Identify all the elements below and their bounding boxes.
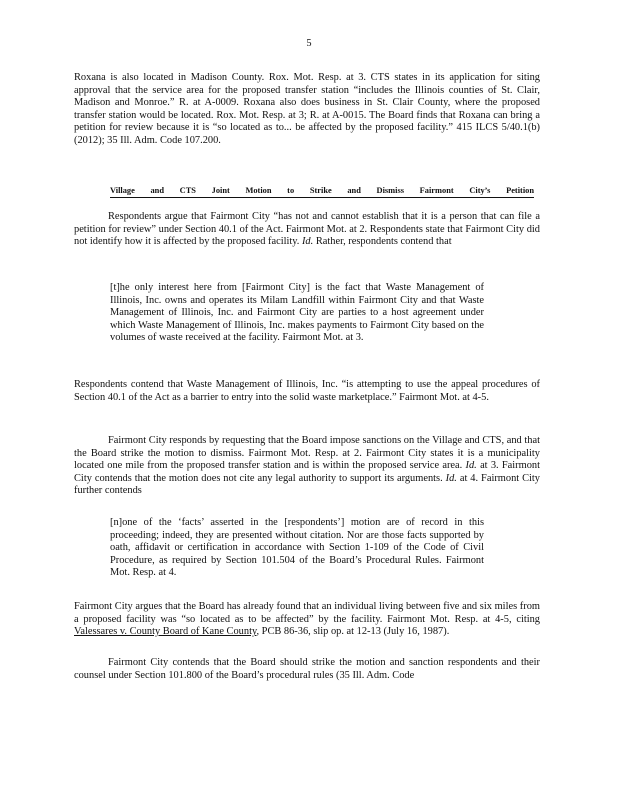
block-quote-interest: [t]he only interest here from [Fairmont City] is the fact that Waste Management of Illinois, Inc. owns and operates its Milam Landfill within Fairmont City and that Waste Management of Illinois, Inc. and Fairmont City are parties to a host agreement under which Waste Management of Illinois, Inc. makes payments to Fairmont City based on the volumes of waste received at the facility. Fairmont Mot. at 3. — [110, 282, 484, 343]
paragraph-fairmont-argues — [74, 601, 540, 639]
paragraph-text: at 4. Fairmont City further contends — [74, 472, 541, 496]
paragraph-respondents-argue — [74, 211, 540, 249]
paragraph-respondents-contend: Respondents contend that Waste Management of Illinois, Inc. “is attempting to use the appeal procedures of Section 40.1 of the Act as a barrier to entry into the solid waste marketplace.” Fairmont Mot. at 4-5. — [74, 379, 540, 403]
case-citation: Valessares v. County Board of Kane County — [74, 626, 257, 637]
citation-id: Id. — [445, 472, 457, 484]
page-number: 5 — [306, 38, 312, 49]
paragraph-text: Fairmont City responds by requesting that the Board impose sanctions on the Village and CTS, and that the Board strike the motion to dismiss. Fairmont Mot. Resp. at 2. Fairmont City states it is a municipality located one mile from the proposed transfer station and is within the proposed service area. — [74, 435, 540, 471]
paragraph-roxana: Roxana is also located in Madison County. Rox. Mot. Resp. at 3. CTS states in its application for siting approval that the service area for the proposed transfer station “includes the Illinois counties of St. Clair, Madison and Monroe.” R. at A-0009. Roxana also does business in St. Clair County, where the proposed transfer station would be located. Rox. Mot. Resp. at 3; R. at A-0015. The Board finds that Roxana can bring a petition for review because it is “so located as to... be affected by the proposed facility.” 415 ILCS 5/40.1(b) (2012); 35 Ill. Adm. Code 107.200. — [74, 72, 540, 146]
paragraph-text: Respondents argue that Fairmont City “has not and cannot establish that it is a person that can file a petition for review” under Section 40.1 of the Act. Fairmont Mot. at 2. Respondents state that Fairmont City did not identify how it is affected by the proposed facility. — [74, 211, 540, 247]
paragraph-text: Fairmont City argues that the Board has already found that an individual living between five and six miles from a proposed facility was “so located as to be affected” by the facility. Fairmont Mot. Resp. at 4-5, citing — [74, 601, 540, 625]
paragraph-text: Rather, respondents contend that — [313, 236, 452, 247]
citation-id: Id. — [301, 236, 314, 247]
paragraph-fairmont-responds — [74, 435, 540, 498]
paragraph-text: , PCB 86-36, slip op. at 12-13 (July 16, 1987). — [256, 626, 450, 637]
paragraph-fairmont-contends: Fairmont City contends that the Board should strike the motion and sanction respondents and their counsel under Section 101.800 of the Board’s procedural rules (35 Ill. Adm. Code — [74, 657, 540, 681]
section-heading: Village and CTS Joint Motion to Strike and Dismiss Fairmont City’s Petition — [110, 185, 534, 198]
paragraph-text: at 3. Fairmont City contends that the motion does not cite any legal authority to support its arguments. — [74, 460, 540, 484]
block-quote-facts: [n]one of the ‘facts’ asserted in the [respondents’] motion are of record in this proceeding; indeed, they are presented without citation. Nor are those facts supported by oath, affidavit or certification in accordance with Section 1-109 of the Code of Civil Procedure, as required by Section 101.504 of the Board’s Procedural Rules. Fairmont Mot. Resp. at 4. — [110, 517, 484, 578]
citation-id: Id. — [465, 460, 477, 471]
